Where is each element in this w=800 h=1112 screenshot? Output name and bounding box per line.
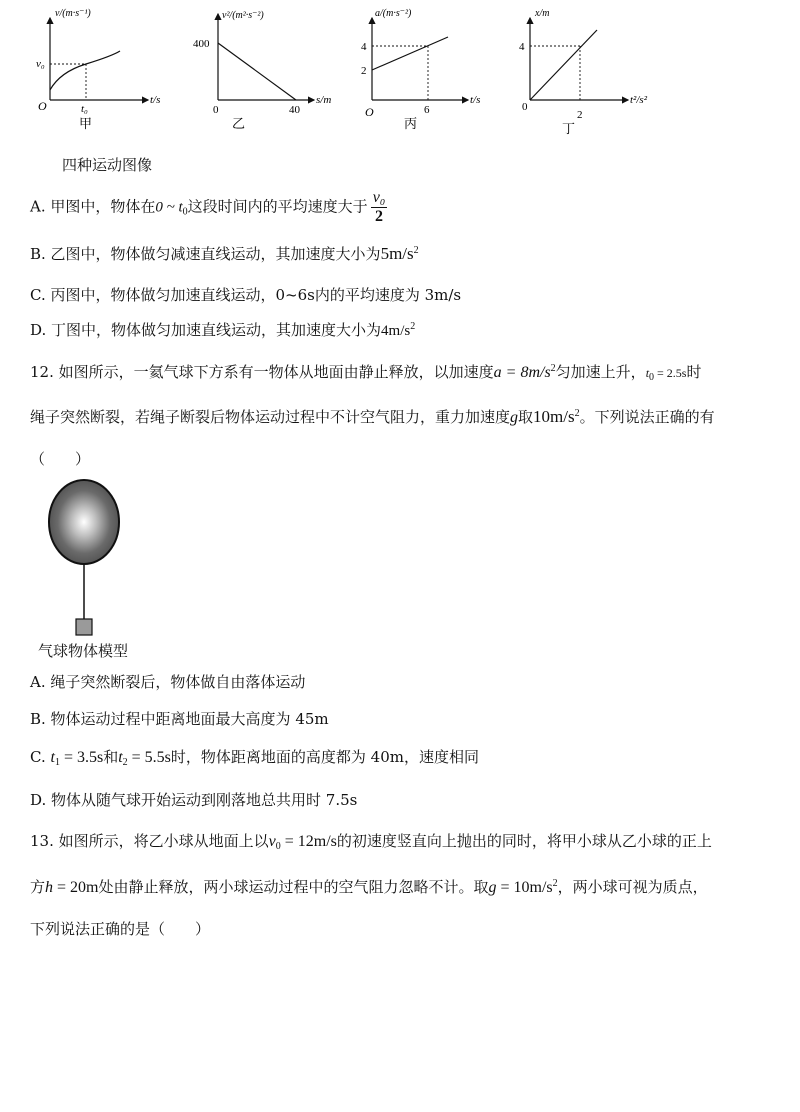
- jia-xlabel: t/s: [150, 94, 161, 106]
- motion-graphs: [0, 0, 800, 150]
- balloon-icon: [49, 480, 119, 564]
- graphs-svg: [0, 0, 800, 150]
- ding-xtick: 2: [577, 109, 583, 121]
- graph-yi: [193, 10, 331, 131]
- balloon-caption: 气球物体模型: [38, 642, 129, 660]
- jia-name: 甲: [79, 116, 93, 131]
- balloon-svg: [40, 476, 130, 641]
- yi-name: 乙: [232, 116, 246, 131]
- bing-xlabel: t/s: [470, 94, 481, 106]
- bing-xtick: 6: [424, 104, 430, 116]
- bing-ytick-low: 2: [361, 65, 367, 77]
- q12-stem-line1: 12. 如图所示，一氦气球下方系有一物体从地面由静止释放，以加速度$a = 8m/s^2$匀加速上升，$t_0 = 2.5s$时: [30, 363, 702, 383]
- bing-origin: O: [365, 105, 374, 119]
- q12-option-d: D. 物体从随气球开始运动到刚落地总共用时 7.5s: [30, 791, 358, 809]
- jia-origin: O: [38, 99, 47, 113]
- q12-answer-bracket: （ ）: [30, 450, 91, 468]
- q13-stem-line2: 方h = 20m处由静止释放，两小球运动过程中的空气阻力忽略不计。取$g = 10m/s^2$，两小球可视为质点，: [30, 878, 708, 896]
- graph-jia: [36, 8, 160, 131]
- yi-xlabel: s/m: [316, 94, 332, 106]
- balloon-figure: [40, 476, 130, 641]
- yi-ytick: 400: [193, 38, 210, 50]
- bing-ytick-top: 4: [361, 41, 367, 53]
- bing-ylabel: a/(m·s⁻²): [375, 8, 412, 19]
- q11-option-b: B. 乙图中，物体做匀减速直线运动，其加速度大小为$5m/s^2$: [30, 244, 419, 263]
- q11-option-a: A. 甲图中，物体在0 ~ $t_0$这段时间内的平均速度大于 $\frac{\text{v₀}}{2}$: [30, 189, 386, 225]
- q13-stem-line3: 下列说法正确的是（ ）: [30, 920, 211, 938]
- graph-ding: [519, 8, 648, 136]
- object-block-icon: [76, 619, 92, 635]
- yi-origin: 0: [213, 104, 219, 116]
- q12-stem-line2: 绳子突然断裂，若绳子断裂后物体运动过程中不计空气阻力，重力加速度g取$10m/s^2$。下列说法正确的有: [30, 407, 715, 426]
- jia-ylabel: v/(m·s⁻¹): [55, 8, 91, 19]
- q11-option-d: D. 丁图中，物体做匀加速直线运动，其加速度大小为$4m/s^2$: [30, 321, 416, 339]
- yi-ylabel: v²/(m²·s⁻²): [222, 10, 264, 21]
- ding-ytick: 4: [519, 41, 525, 53]
- bing-line: [372, 37, 448, 70]
- jia-t0: t₀: [81, 103, 88, 115]
- ding-name: 丁: [562, 121, 576, 136]
- ding-ylabel: x/m: [535, 8, 550, 19]
- yi-xtick: 40: [289, 104, 300, 116]
- yi-line: [218, 43, 296, 100]
- q12-option-b: B. 物体运动过程中距离地面最大高度为 45m: [30, 710, 329, 728]
- jia-v0: v₀: [36, 58, 45, 70]
- ding-line: [530, 30, 597, 100]
- bing-name: 丙: [404, 116, 418, 131]
- ding-origin: 0: [522, 101, 528, 113]
- ding-xlabel: t²/s²: [630, 94, 647, 106]
- fraction-v0-over-2: $\frac{\text{v₀}}{2}$: [372, 189, 386, 225]
- jia-curve: [50, 51, 120, 90]
- graph-bing: [361, 8, 480, 131]
- q11-option-c: C. 丙图中，物体做匀加速直线运动，0~6s内的平均速度为 3m/s: [30, 286, 462, 304]
- graphs-caption: 四种运动图像: [62, 156, 153, 174]
- q12-option-c: C. $t_1 = 3.5s$和$t_2 = 5.5s$时，物体距离地面的高度都为 40m，速度相同: [30, 748, 479, 768]
- q13-stem-line1: 13. 如图所示，将乙小球从地面上以$v_0 = 12m/s$的初速度竖直向上抛出的同时，将甲小球从乙小球的正上: [30, 832, 712, 852]
- q12-option-a: A. 绳子突然断裂后，物体做自由落体运动: [30, 673, 306, 691]
